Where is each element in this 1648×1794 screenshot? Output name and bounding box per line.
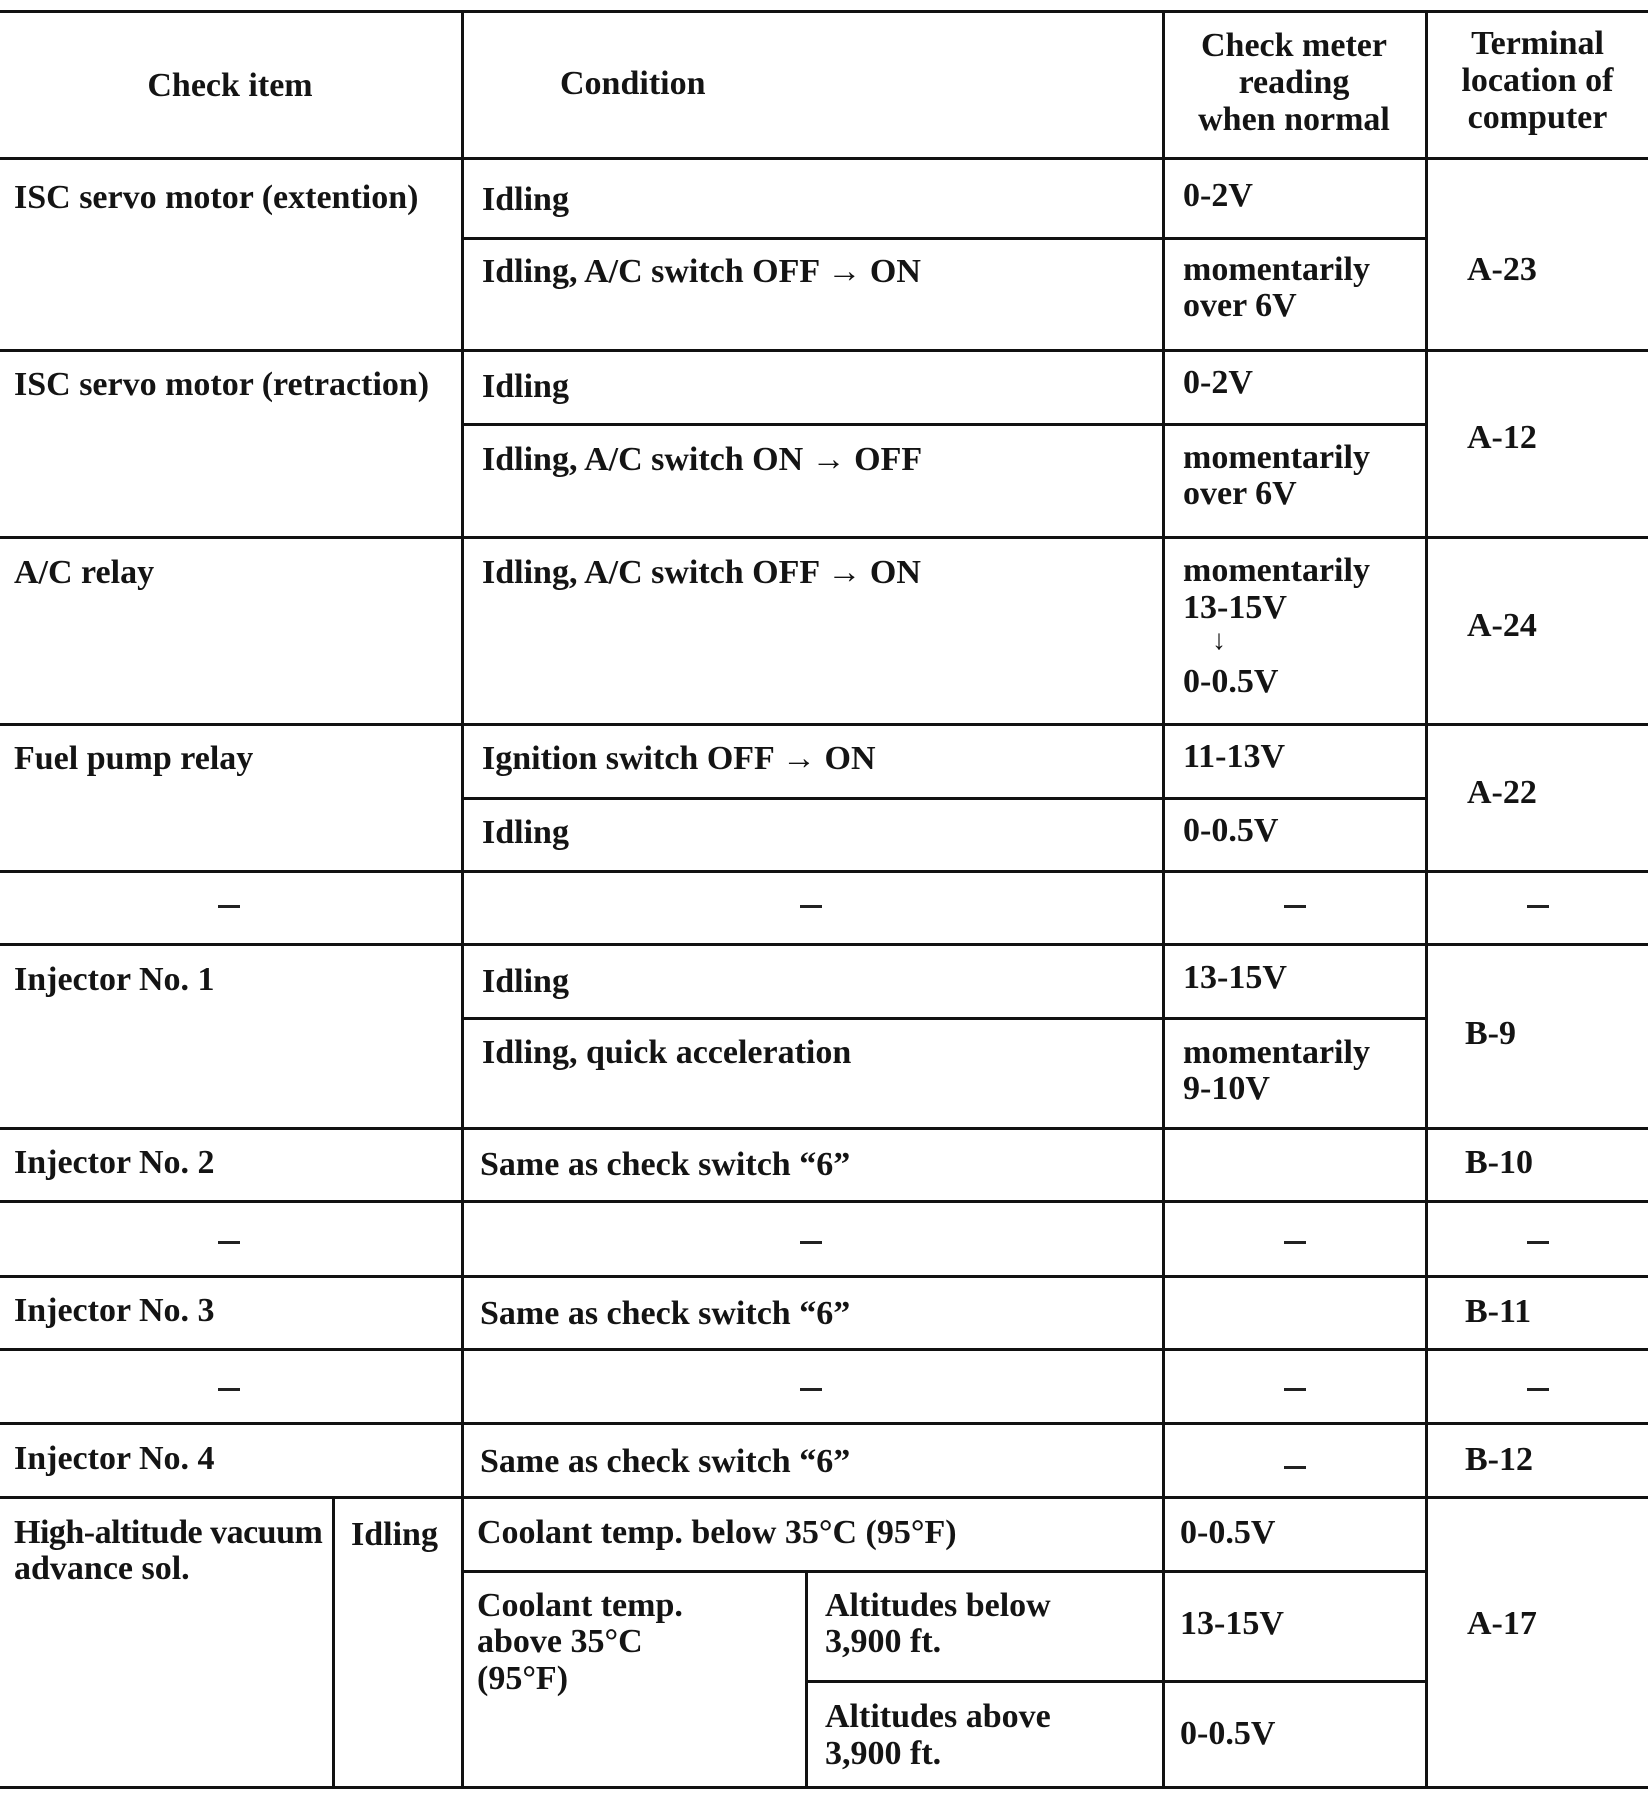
hav-idling-label: Idling (351, 1516, 438, 1553)
rule (462, 797, 1428, 800)
blank-dash (800, 1388, 822, 1391)
blank-dash (800, 905, 822, 908)
check-item-hav-line2: advance sol. (14, 1550, 190, 1587)
blank-dash (1527, 1241, 1549, 1244)
rule (0, 1200, 1648, 1203)
altitude-below-line2: 3,900 ft. (825, 1623, 942, 1660)
check-item-fuel-pump-relay: Fuel pump relay (14, 740, 254, 777)
terminal-hav: A-17 (1467, 1605, 1537, 1642)
reading-ac-relay-arrow: ↓ (1212, 625, 1226, 656)
rule-bottom (0, 1786, 1648, 1789)
condition-hav-above-35c-line1: Coolant temp. (477, 1587, 683, 1624)
condition-inj4: Same as check switch “6” (480, 1443, 851, 1480)
terminal-ac-relay: A-24 (1467, 607, 1537, 644)
rule (0, 536, 1648, 539)
reading-isc-ext-ac-line1: momentarily (1183, 251, 1370, 288)
reading-isc-ret-ac-line2: over 6V (1183, 475, 1297, 512)
blank-dash (218, 1241, 240, 1244)
terminal-isc-ret: A-12 (1467, 419, 1537, 456)
blank-dash (1284, 1388, 1306, 1391)
rule (0, 1127, 1648, 1130)
header-terminal-line2: location of (1461, 62, 1614, 99)
reading-fuel-pump-ignition: 11-13V (1183, 738, 1285, 775)
altitude-above-line2: 3,900 ft. (825, 1735, 942, 1772)
reading-inj1-idling: 13-15V (1183, 959, 1287, 996)
check-item-isc-extention: ISC servo motor (extention) (14, 179, 419, 216)
condition-hav-above-35c-line3: (95°F) (477, 1660, 569, 1697)
blank-dash (1284, 905, 1306, 908)
rule (0, 1496, 1648, 1499)
col-rule (1162, 10, 1165, 1789)
condition-inj1-idling: Idling (482, 963, 569, 1000)
header-terminal-line1: Terminal (1471, 25, 1604, 62)
terminal-inj2: B-10 (1465, 1144, 1533, 1181)
reading-altitude-below: 13-15V (1180, 1605, 1284, 1642)
col-rule (805, 1570, 808, 1789)
col-rule (332, 1496, 335, 1789)
reading-fuel-pump-idling: 0-0.5V (1183, 812, 1279, 849)
col-rule (1425, 10, 1428, 1789)
header-condition: Condition (560, 65, 706, 102)
rule (0, 723, 1648, 726)
reading-isc-ret-idling: 0-2V (1183, 364, 1253, 401)
rule (806, 1680, 1428, 1683)
altitude-below-line1: Altitudes below (825, 1587, 1051, 1624)
check-item-injector-4: Injector No. 4 (14, 1440, 215, 1477)
rule (462, 1017, 1428, 1020)
rule-header-bottom (0, 157, 1648, 160)
altitude-above-line1: Altitudes above (825, 1698, 1051, 1735)
rule (462, 423, 1428, 426)
reading-inj1-accel-line2: 9-10V (1183, 1070, 1270, 1107)
blank-dash (218, 905, 240, 908)
rule (0, 349, 1648, 352)
reading-isc-ext-idling: 0-2V (1183, 177, 1253, 214)
header-meter-line3: when normal (1198, 101, 1390, 138)
condition-isc-ret-idling: Idling (482, 368, 569, 405)
reading-hav-below-35c: 0-0.5V (1180, 1514, 1276, 1551)
condition-fuel-pump-idling: Idling (482, 814, 569, 851)
rule (462, 1570, 1428, 1573)
header-meter-line1: Check meter (1201, 27, 1387, 64)
rule (0, 1422, 1648, 1425)
check-item-isc-retraction: ISC servo motor (retraction) (14, 366, 430, 403)
condition-inj2: Same as check switch “6” (480, 1146, 851, 1183)
check-item-hav-line1: High-altitude vacuum (14, 1514, 323, 1551)
terminal-inj4: B-12 (1465, 1441, 1533, 1478)
condition-inj3: Same as check switch “6” (480, 1295, 851, 1332)
reading-inj1-accel-line1: momentarily (1183, 1034, 1370, 1071)
blank-dash (1284, 1241, 1306, 1244)
header-check-item: Check item (147, 67, 313, 104)
reading-inj4-dash (1284, 1466, 1306, 1469)
condition-inj1-acceleration: Idling, quick acceleration (482, 1034, 852, 1071)
blank-dash (218, 1388, 240, 1391)
condition-isc-ext-ac: Idling, A/C switch OFF → ON (482, 253, 921, 290)
condition-ac-relay: Idling, A/C switch OFF → ON (482, 554, 921, 591)
reading-ac-relay-line3: 0-0.5V (1183, 663, 1279, 700)
condition-hav-below-35c: Coolant temp. below 35°C (95°F) (477, 1514, 957, 1551)
terminal-inj3: B-11 (1465, 1293, 1532, 1330)
rule (0, 1275, 1648, 1278)
reading-ac-relay-line2: 13-15V (1183, 589, 1287, 626)
header-meter-line2: reading (1238, 64, 1350, 101)
check-item-injector-1: Injector No. 1 (14, 961, 215, 998)
check-item-ac-relay: A/C relay (14, 554, 155, 591)
reading-altitude-above: 0-0.5V (1180, 1715, 1276, 1752)
rule (0, 943, 1648, 946)
condition-isc-ext-idling: Idling (482, 181, 569, 218)
blank-dash (1527, 905, 1549, 908)
rule (0, 1348, 1648, 1351)
terminal-isc-ext: A-23 (1467, 251, 1537, 288)
reading-ac-relay-line1: momentarily (1183, 552, 1370, 589)
blank-dash (800, 1241, 822, 1244)
condition-isc-ret-ac: Idling, A/C switch ON → OFF (482, 441, 923, 478)
blank-dash (1527, 1388, 1549, 1391)
rule (462, 237, 1428, 240)
header-terminal-line3: computer (1467, 99, 1608, 136)
reading-isc-ret-ac-line1: momentarily (1183, 439, 1370, 476)
rule (0, 870, 1648, 873)
check-item-injector-3: Injector No. 3 (14, 1292, 215, 1329)
condition-hav-above-35c-line2: above 35°C (477, 1623, 643, 1660)
terminal-inj1: B-9 (1465, 1015, 1516, 1052)
terminal-fuel-pump: A-22 (1467, 774, 1537, 811)
reading-isc-ext-ac-line2: over 6V (1183, 287, 1297, 324)
rule-top (0, 10, 1648, 13)
check-item-injector-2: Injector No. 2 (14, 1144, 215, 1181)
col-rule (461, 10, 464, 1789)
condition-fuel-pump-ignition: Ignition switch OFF → ON (482, 740, 876, 777)
